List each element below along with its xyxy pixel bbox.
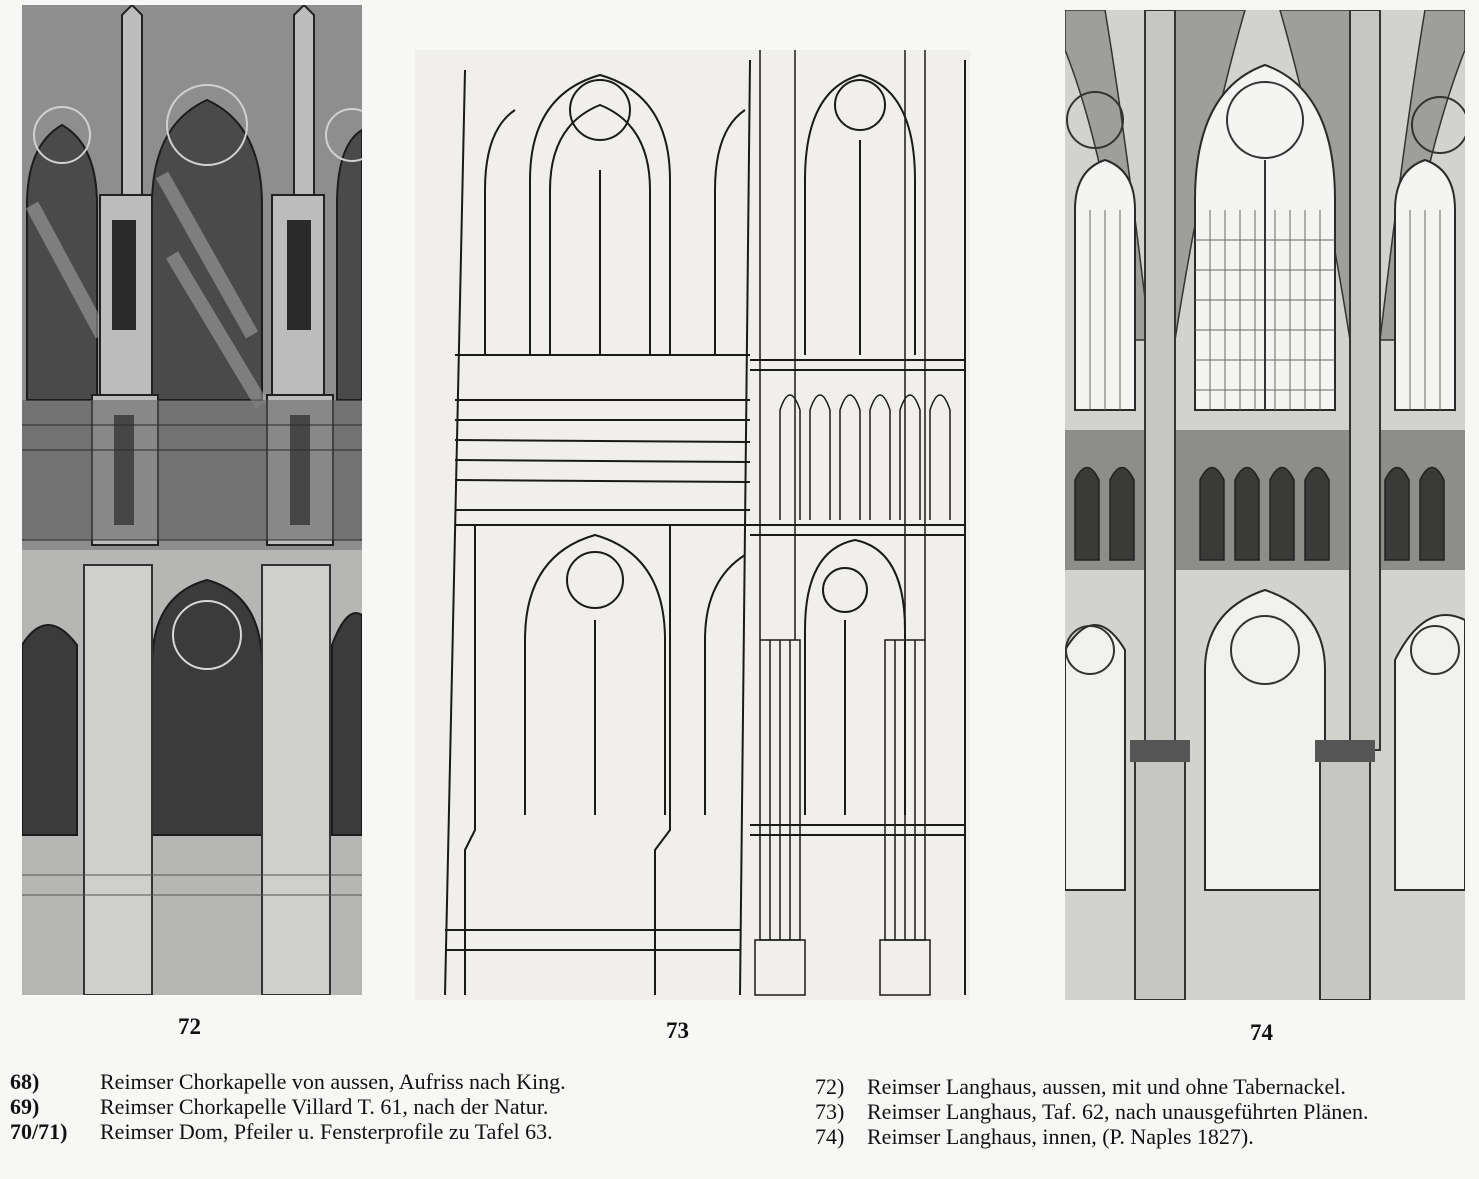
caption-row: [815, 1124, 1475, 1149]
plate-73-line-drawing: [415, 50, 970, 1000]
caption-text: Reimser Langhaus, Taf. 62, nach unausgeführten Plänen.: [867, 1099, 1369, 1124]
plate-74-interior-elevation: [1065, 10, 1465, 1000]
interior-elevation-drawing: [1065, 10, 1465, 1000]
caption-number: 69): [10, 1094, 40, 1119]
caption-number: 70/71): [10, 1119, 68, 1144]
figure-number-73: 73: [666, 1018, 689, 1043]
caption-text: Reimser Langhaus, innen, (P. Naples 1827).: [867, 1124, 1254, 1149]
figure-number-74: 74: [1250, 1020, 1273, 1045]
caption-number: 74): [815, 1124, 845, 1149]
plate-72-exterior-elevation: [22, 5, 362, 995]
caption-text: Reimser Dom, Pfeiler u. Fensterprofile zu Tafel 63.: [100, 1119, 553, 1144]
caption-row: [10, 1094, 750, 1119]
caption-row: [10, 1119, 750, 1144]
caption-text: Reimser Langhaus, aussen, mit und ohne Tabernackel.: [867, 1074, 1346, 1099]
exterior-elevation-drawing: [22, 5, 362, 995]
caption-text: Reimser Chorkapelle von aussen, Aufriss nach King.: [100, 1069, 566, 1094]
captions-left: [10, 1069, 750, 1144]
caption-row: [10, 1069, 750, 1094]
langhaus-line-drawing: [415, 50, 970, 1000]
captions-right: [815, 1074, 1475, 1149]
caption-row: [815, 1074, 1475, 1099]
caption-number: 72): [815, 1074, 845, 1099]
caption-text: Reimser Chorkapelle Villard T. 61, nach der Natur.: [100, 1094, 549, 1119]
caption-row: [815, 1099, 1475, 1124]
figure-number-72: 72: [178, 1014, 201, 1039]
caption-number: 73): [815, 1099, 845, 1124]
caption-number: 68): [10, 1069, 40, 1094]
